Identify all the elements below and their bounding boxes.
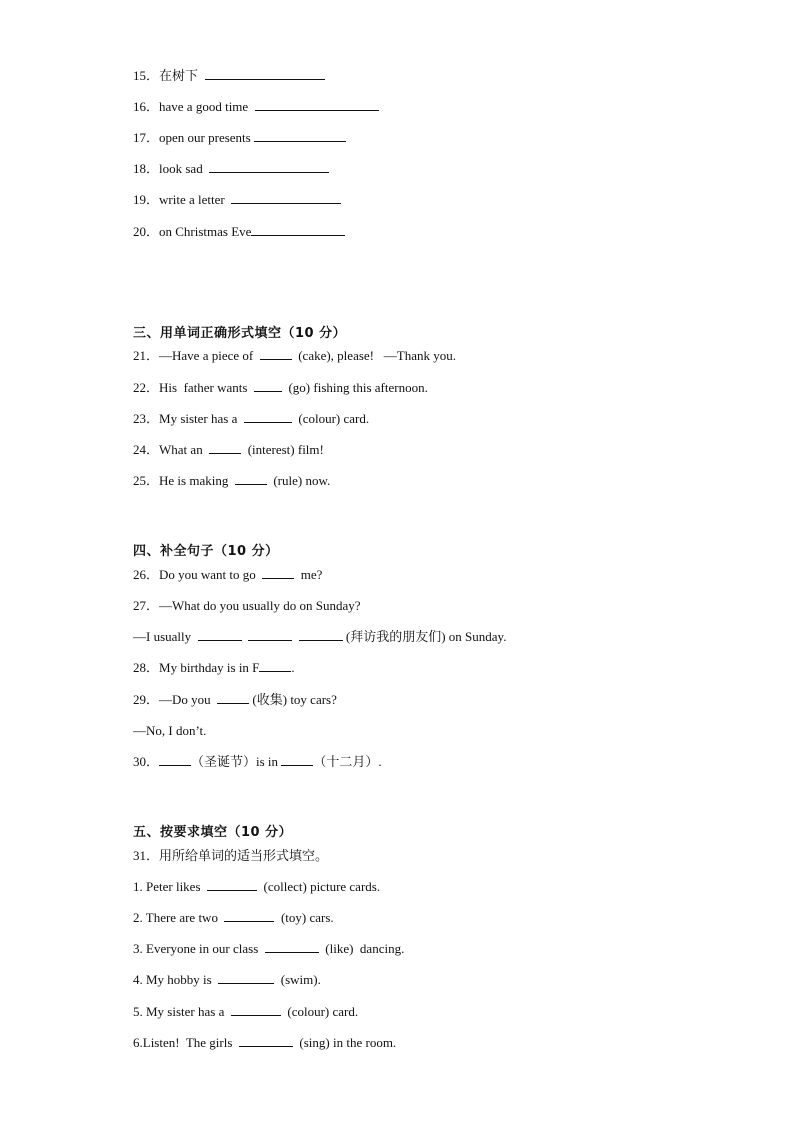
sub-question-6 xyxy=(133,1034,396,1052)
answer-blank[interactable] xyxy=(209,160,329,173)
question-text: (interest) film! xyxy=(247,442,324,457)
item-text: on Christmas Eve xyxy=(159,224,252,239)
question-text: (sing) in the room. xyxy=(299,1035,397,1050)
answer-blank[interactable] xyxy=(224,909,274,922)
question-text: (colour) card. xyxy=(287,1004,359,1019)
answer-blank[interactable] xyxy=(244,410,292,423)
answer-blank[interactable] xyxy=(207,878,257,891)
sub-question-1 xyxy=(133,878,380,896)
answer-blank[interactable] xyxy=(209,441,241,454)
answer-blank[interactable] xyxy=(239,1034,293,1047)
answer-blank[interactable] xyxy=(235,472,267,485)
question-text: me? xyxy=(300,567,323,582)
item-17 xyxy=(133,129,346,147)
question-text: —I usually xyxy=(133,629,192,644)
answer-blank[interactable] xyxy=(217,691,249,704)
answer-blank[interactable] xyxy=(254,379,282,392)
question-text: 4. My hobby is xyxy=(133,972,212,987)
question-text: 6.Listen! The girls xyxy=(133,1035,233,1050)
question-number: 30． xyxy=(133,754,160,769)
question-number: 25． xyxy=(133,473,160,488)
section-heading: 四、补全句子（10 分） xyxy=(133,544,279,559)
question-28 xyxy=(133,659,295,677)
item-text: open our presents xyxy=(159,130,251,145)
question-text: . xyxy=(291,660,295,675)
item-text: 在树下 xyxy=(159,68,199,83)
item-number: 18． xyxy=(133,161,160,176)
answer-blank[interactable] xyxy=(262,566,294,579)
question-text: 1. Peter likes xyxy=(133,879,201,894)
question-text: (like) dancing. xyxy=(325,941,405,956)
item-text: write a letter xyxy=(159,192,225,207)
question-text: 3. Everyone in our class xyxy=(133,941,259,956)
answer-blank[interactable] xyxy=(281,753,313,766)
question-number: 26． xyxy=(133,567,160,582)
question-text: (toy) cars. xyxy=(280,910,334,925)
item-20 xyxy=(133,223,345,241)
question-number: 24． xyxy=(133,442,160,457)
question-number: 27． xyxy=(133,598,160,613)
question-29-answer xyxy=(133,722,206,740)
question-29 xyxy=(133,691,337,709)
item-number: 20． xyxy=(133,224,160,239)
sub-question-3 xyxy=(133,940,404,958)
item-number: 19． xyxy=(133,192,160,207)
question-number: 28． xyxy=(133,660,160,675)
question-number: 23． xyxy=(133,411,160,426)
item-text: have a good time xyxy=(159,99,249,114)
question-number: 31． xyxy=(133,848,160,863)
question-text: —Do you xyxy=(159,692,211,707)
question-text: His father wants xyxy=(159,380,248,395)
sub-question-5 xyxy=(133,1003,358,1021)
answer-blank[interactable] xyxy=(159,753,191,766)
sub-question-2 xyxy=(133,909,334,927)
question-text: （十二月）. xyxy=(313,754,382,769)
sub-question-4 xyxy=(133,971,321,989)
question-text: (拜访我的朋友们) on Sunday. xyxy=(345,629,507,644)
answer-blank[interactable] xyxy=(205,67,325,80)
section-heading: 五、按要求填空（10 分） xyxy=(133,825,293,840)
answer-blank[interactable] xyxy=(254,129,346,142)
question-31 xyxy=(133,847,328,865)
question-number: 22． xyxy=(133,380,160,395)
item-18 xyxy=(133,160,329,178)
question-text: (colour) card. xyxy=(298,411,370,426)
question-text: Do you want to go xyxy=(159,567,256,582)
item-number: 16． xyxy=(133,99,160,114)
question-text: —Have a piece of xyxy=(159,348,254,363)
question-text: （圣诞节）is in xyxy=(191,754,279,769)
question-text: —What do you usually do on Sunday? xyxy=(159,598,361,613)
question-text: 5. My sister has a xyxy=(133,1004,225,1019)
item-15 xyxy=(133,67,325,85)
question-text: (rule) now. xyxy=(273,473,331,488)
answer-blank[interactable] xyxy=(260,347,292,360)
question-text: (swim). xyxy=(280,972,321,987)
question-27-answer xyxy=(133,628,506,646)
answer-blank[interactable] xyxy=(218,971,274,984)
question-number: 29． xyxy=(133,692,160,707)
question-text: My sister has a xyxy=(159,411,238,426)
answer-blank[interactable] xyxy=(299,628,343,641)
item-number: 17． xyxy=(133,130,160,145)
question-text: What an xyxy=(159,442,203,457)
answer-blank[interactable] xyxy=(265,940,319,953)
question-30 xyxy=(133,753,382,771)
answer-blank[interactable] xyxy=(259,659,291,672)
question-text: (收集) toy cars? xyxy=(252,692,337,707)
item-19 xyxy=(133,191,341,209)
question-text: He is making xyxy=(159,473,229,488)
question-24 xyxy=(133,441,324,459)
item-number: 15． xyxy=(133,68,160,83)
section-heading: 三、用单词正确形式填空（10 分） xyxy=(133,326,347,341)
answer-blank[interactable] xyxy=(251,223,345,236)
question-text: My birthday is in F xyxy=(159,660,260,675)
item-text: look sad xyxy=(159,161,203,176)
question-27 xyxy=(133,597,361,615)
question-text: (cake), please! —Thank you. xyxy=(298,348,456,363)
question-text: (go) fishing this afternoon. xyxy=(288,380,428,395)
answer-blank[interactable] xyxy=(231,1003,281,1016)
question-number: 21． xyxy=(133,348,160,363)
question-26 xyxy=(133,566,322,584)
question-23 xyxy=(133,410,369,428)
question-text: —No, I don’t. xyxy=(133,723,207,738)
question-text: 2. There are two xyxy=(133,910,218,925)
question-21 xyxy=(133,347,456,365)
answer-blank[interactable] xyxy=(198,628,242,641)
question-text: 用所给单词的适当形式填空。 xyxy=(159,848,329,863)
question-text: (collect) picture cards. xyxy=(263,879,381,894)
question-22 xyxy=(133,379,428,397)
answer-blank[interactable] xyxy=(248,628,292,641)
item-16 xyxy=(133,98,379,116)
question-25 xyxy=(133,472,330,490)
answer-blank[interactable] xyxy=(255,98,379,111)
answer-blank[interactable] xyxy=(231,191,341,204)
